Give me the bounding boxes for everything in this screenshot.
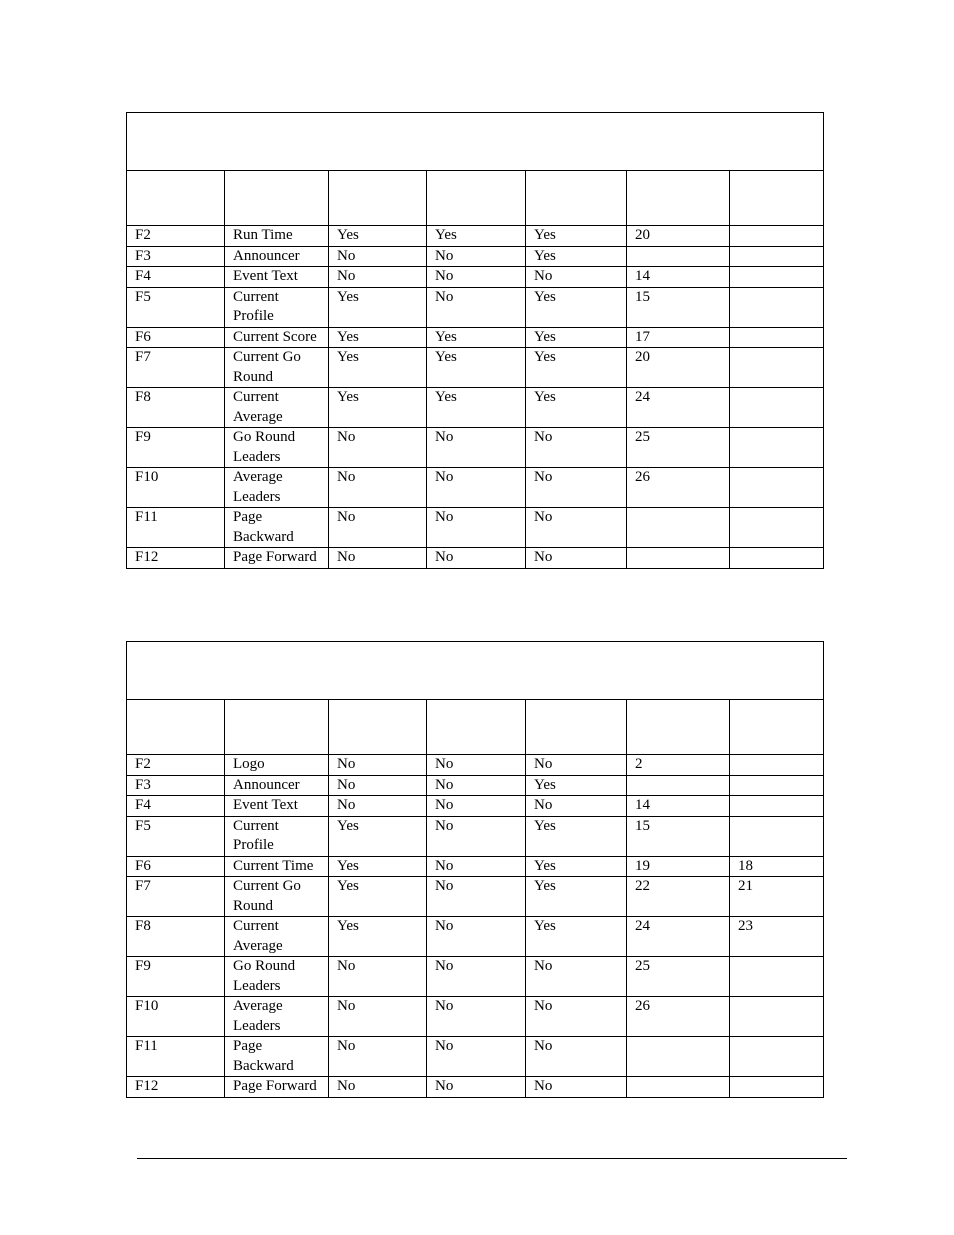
flag-cell-a: Yes	[329, 816, 427, 856]
value-cell-a: 20	[627, 226, 730, 247]
table-row	[127, 877, 824, 917]
key-cell: F12	[127, 1077, 225, 1098]
function-cell: Run Time	[225, 226, 329, 247]
function-key-table-1	[126, 112, 824, 569]
value-cell-a	[627, 548, 730, 569]
value-cell-b	[730, 1037, 824, 1077]
value-cell-b	[730, 1077, 824, 1098]
key-cell: F7	[127, 348, 225, 388]
value-cell-a: 26	[627, 468, 730, 508]
value-cell-b	[730, 997, 824, 1037]
flag-cell-c: Yes	[526, 246, 627, 267]
key-cell: F2	[127, 755, 225, 776]
table-row	[127, 816, 824, 856]
flag-cell-a: No	[329, 267, 427, 288]
key-cell: F9	[127, 957, 225, 997]
flag-cell-a: No	[329, 957, 427, 997]
flag-cell-b: No	[427, 997, 526, 1037]
key-cell: F7	[127, 877, 225, 917]
flag-cell-a: Yes	[329, 388, 427, 428]
flag-cell-b: No	[427, 1037, 526, 1077]
value-cell-a	[627, 1037, 730, 1077]
function-cell: Page Backward	[225, 508, 329, 548]
flag-cell-b: No	[427, 775, 526, 796]
flag-cell-b: No	[427, 1077, 526, 1098]
value-cell-b	[730, 468, 824, 508]
flag-cell-c: Yes	[526, 856, 627, 877]
flag-cell-b: No	[427, 917, 526, 957]
value-cell-a: 15	[627, 287, 730, 327]
value-cell-b	[730, 388, 824, 428]
flag-cell-b: Yes	[427, 226, 526, 247]
table-row	[127, 755, 824, 776]
value-cell-a: 14	[627, 267, 730, 288]
key-cell: F3	[127, 775, 225, 796]
key-cell: F5	[127, 287, 225, 327]
value-cell-b	[730, 428, 824, 468]
value-cell-a: 20	[627, 348, 730, 388]
flag-cell-b: No	[427, 957, 526, 997]
flag-cell-c: Yes	[526, 226, 627, 247]
flag-cell-c: Yes	[526, 775, 627, 796]
flag-cell-a: Yes	[329, 287, 427, 327]
value-cell-b	[730, 226, 824, 247]
value-cell-b	[730, 775, 824, 796]
value-cell-a: 14	[627, 796, 730, 817]
function-cell: Current Go Round	[225, 348, 329, 388]
table-row	[127, 428, 824, 468]
function-cell: Current Score	[225, 327, 329, 348]
function-cell: Announcer	[225, 775, 329, 796]
key-cell: F4	[127, 796, 225, 817]
flag-cell-b: No	[427, 796, 526, 817]
flag-cell-c: No	[526, 267, 627, 288]
table-row	[127, 1077, 824, 1098]
flag-cell-c: No	[526, 468, 627, 508]
key-cell: F3	[127, 246, 225, 267]
table-row	[127, 508, 824, 548]
table-row	[127, 327, 824, 348]
value-cell-b	[730, 348, 824, 388]
table-title-row	[127, 113, 824, 171]
flag-cell-a: No	[329, 1037, 427, 1077]
value-cell-b	[730, 246, 824, 267]
flag-cell-c: Yes	[526, 388, 627, 428]
table-row	[127, 775, 824, 796]
key-cell: F10	[127, 468, 225, 508]
flag-cell-c: Yes	[526, 287, 627, 327]
table-row	[127, 226, 824, 247]
flag-cell-a: Yes	[329, 226, 427, 247]
table-header-row	[127, 700, 824, 755]
value-cell-a: 17	[627, 327, 730, 348]
value-cell-b	[730, 548, 824, 569]
flag-cell-a: Yes	[329, 856, 427, 877]
flag-cell-c: No	[526, 548, 627, 569]
table-row	[127, 997, 824, 1037]
table-header-row	[127, 171, 824, 226]
flag-cell-c: Yes	[526, 917, 627, 957]
flag-cell-b: No	[427, 468, 526, 508]
function-cell: Page Backward	[225, 1037, 329, 1077]
flag-cell-a: No	[329, 796, 427, 817]
value-cell-a: 22	[627, 877, 730, 917]
function-cell: Current Time	[225, 856, 329, 877]
function-cell: Current Average	[225, 917, 329, 957]
flag-cell-c: Yes	[526, 816, 627, 856]
flag-cell-c: Yes	[526, 877, 627, 917]
key-cell: F6	[127, 856, 225, 877]
flag-cell-c: No	[526, 957, 627, 997]
value-cell-a	[627, 508, 730, 548]
flag-cell-a: No	[329, 428, 427, 468]
function-cell: Logo	[225, 755, 329, 776]
value-cell-b: 18	[730, 856, 824, 877]
function-cell: Average Leaders	[225, 468, 329, 508]
flag-cell-c: Yes	[526, 327, 627, 348]
table-row	[127, 917, 824, 957]
flag-cell-c: Yes	[526, 348, 627, 388]
flag-cell-a: Yes	[329, 348, 427, 388]
value-cell-b	[730, 796, 824, 817]
flag-cell-b: Yes	[427, 348, 526, 388]
value-cell-b	[730, 508, 824, 548]
value-cell-b	[730, 327, 824, 348]
flag-cell-a: No	[329, 468, 427, 508]
flag-cell-b: No	[427, 246, 526, 267]
flag-cell-b: No	[427, 267, 526, 288]
key-cell: F11	[127, 1037, 225, 1077]
flag-cell-b: No	[427, 755, 526, 776]
flag-cell-b: Yes	[427, 388, 526, 428]
table-row	[127, 246, 824, 267]
footer-divider	[137, 1158, 847, 1159]
value-cell-b: 23	[730, 917, 824, 957]
function-key-table-2	[126, 641, 824, 1098]
value-cell-a	[627, 246, 730, 267]
function-cell: Go Round Leaders	[225, 428, 329, 468]
flag-cell-a: No	[329, 246, 427, 267]
flag-cell-a: Yes	[329, 917, 427, 957]
value-cell-b	[730, 816, 824, 856]
flag-cell-c: No	[526, 1077, 627, 1098]
table-row	[127, 548, 824, 569]
table-row	[127, 1037, 824, 1077]
key-cell: F6	[127, 327, 225, 348]
value-cell-a: 2	[627, 755, 730, 776]
function-cell: Page Forward	[225, 548, 329, 569]
key-cell: F9	[127, 428, 225, 468]
key-cell: F2	[127, 226, 225, 247]
function-cell: Current Average	[225, 388, 329, 428]
value-cell-a	[627, 775, 730, 796]
flag-cell-a: Yes	[329, 877, 427, 917]
key-cell: F5	[127, 816, 225, 856]
flag-cell-b: No	[427, 428, 526, 468]
flag-cell-c: No	[526, 755, 627, 776]
value-cell-a: 25	[627, 957, 730, 997]
value-cell-b: 21	[730, 877, 824, 917]
flag-cell-a: No	[329, 1077, 427, 1098]
table-title-row	[127, 642, 824, 700]
value-cell-b	[730, 755, 824, 776]
value-cell-a: 15	[627, 816, 730, 856]
flag-cell-a: No	[329, 548, 427, 569]
flag-cell-c: No	[526, 997, 627, 1037]
value-cell-a: 26	[627, 997, 730, 1037]
flag-cell-a: No	[329, 775, 427, 796]
value-cell-a	[627, 1077, 730, 1098]
value-cell-a: 24	[627, 917, 730, 957]
flag-cell-b: No	[427, 856, 526, 877]
key-cell: F12	[127, 548, 225, 569]
function-cell: Current Profile	[225, 287, 329, 327]
flag-cell-a: No	[329, 755, 427, 776]
function-cell: Event Text	[225, 796, 329, 817]
value-cell-a: 19	[627, 856, 730, 877]
flag-cell-a: No	[329, 997, 427, 1037]
function-cell: Event Text	[225, 267, 329, 288]
flag-cell-b: No	[427, 816, 526, 856]
table-row	[127, 287, 824, 327]
function-cell: Go Round Leaders	[225, 957, 329, 997]
key-cell: F8	[127, 917, 225, 957]
table-row	[127, 267, 824, 288]
key-cell: F8	[127, 388, 225, 428]
table-row	[127, 348, 824, 388]
flag-cell-b: No	[427, 877, 526, 917]
table-row	[127, 856, 824, 877]
value-cell-a: 24	[627, 388, 730, 428]
function-cell: Current Profile	[225, 816, 329, 856]
key-cell: F11	[127, 508, 225, 548]
function-cell: Announcer	[225, 246, 329, 267]
function-cell: Average Leaders	[225, 997, 329, 1037]
function-cell: Page Forward	[225, 1077, 329, 1098]
table-row	[127, 957, 824, 997]
table-row	[127, 796, 824, 817]
table-row	[127, 468, 824, 508]
flag-cell-b: No	[427, 548, 526, 569]
flag-cell-b: No	[427, 287, 526, 327]
value-cell-b	[730, 957, 824, 997]
value-cell-a: 25	[627, 428, 730, 468]
flag-cell-c: No	[526, 796, 627, 817]
flag-cell-b: Yes	[427, 327, 526, 348]
value-cell-b	[730, 287, 824, 327]
table-row	[127, 388, 824, 428]
flag-cell-c: No	[526, 428, 627, 468]
flag-cell-a: Yes	[329, 327, 427, 348]
flag-cell-a: No	[329, 508, 427, 548]
key-cell: F10	[127, 997, 225, 1037]
value-cell-b	[730, 267, 824, 288]
flag-cell-c: No	[526, 1037, 627, 1077]
flag-cell-c: No	[526, 508, 627, 548]
flag-cell-b: No	[427, 508, 526, 548]
function-cell: Current Go Round	[225, 877, 329, 917]
key-cell: F4	[127, 267, 225, 288]
